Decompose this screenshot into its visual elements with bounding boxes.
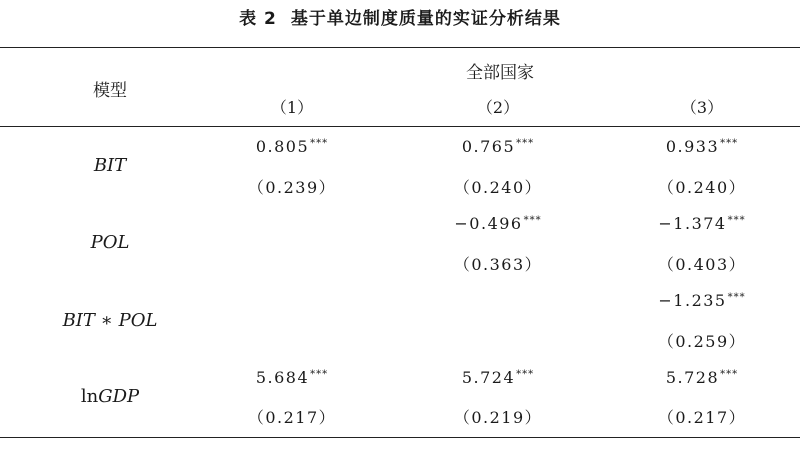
se-lngdp-col3: （0.217） xyxy=(657,408,747,427)
row-variable-bit: BIT xyxy=(93,155,127,176)
se-lngdp-col2: （0.219） xyxy=(453,408,543,427)
column-number-3: （3） xyxy=(680,98,724,117)
coef-bit-col3: 0.933*** xyxy=(665,137,739,156)
se-lngdp-col1: （0.217） xyxy=(247,408,337,427)
se-bit-col2: （0.240） xyxy=(453,178,543,197)
se-bit-col1: （0.239） xyxy=(247,178,337,197)
table-title: 基于单边制度质量的实证分析结果 xyxy=(290,9,561,29)
se-interaction-col3: （0.259） xyxy=(657,332,747,351)
coef-bit-col1: 0.805*** xyxy=(255,137,329,156)
coef-pol-col2: −0.496*** xyxy=(454,214,542,233)
se-pol-col3: （0.403） xyxy=(657,255,747,274)
se-pol-col2: （0.363） xyxy=(453,255,543,274)
column-number-2: （2） xyxy=(476,98,520,117)
row-variable-bit-x-pol: BIT ∗ POL xyxy=(62,310,158,331)
coef-interaction-col3: −1.235*** xyxy=(658,291,746,310)
top-rule xyxy=(0,47,800,48)
coef-lngdp-col3: 5.728*** xyxy=(665,368,739,387)
coef-pol-col3: −1.374*** xyxy=(658,214,746,233)
coef-bit-col2: 0.765*** xyxy=(461,137,535,156)
column-number-1: （1） xyxy=(270,98,314,117)
row-variable-pol: POL xyxy=(90,232,130,253)
table-number: 表 2 xyxy=(239,9,277,29)
bottom-rule xyxy=(0,437,800,438)
row-variable-lngdp: lnGDP xyxy=(80,386,140,407)
header-rule xyxy=(0,126,800,127)
header-model-label: 模型 xyxy=(93,81,127,101)
coef-lngdp-col1: 5.684*** xyxy=(255,368,329,387)
coef-lngdp-col2: 5.724*** xyxy=(461,368,535,387)
header-group-label: 全部国家 xyxy=(466,63,534,83)
se-bit-col3: （0.240） xyxy=(657,178,747,197)
table-caption xyxy=(0,4,800,29)
